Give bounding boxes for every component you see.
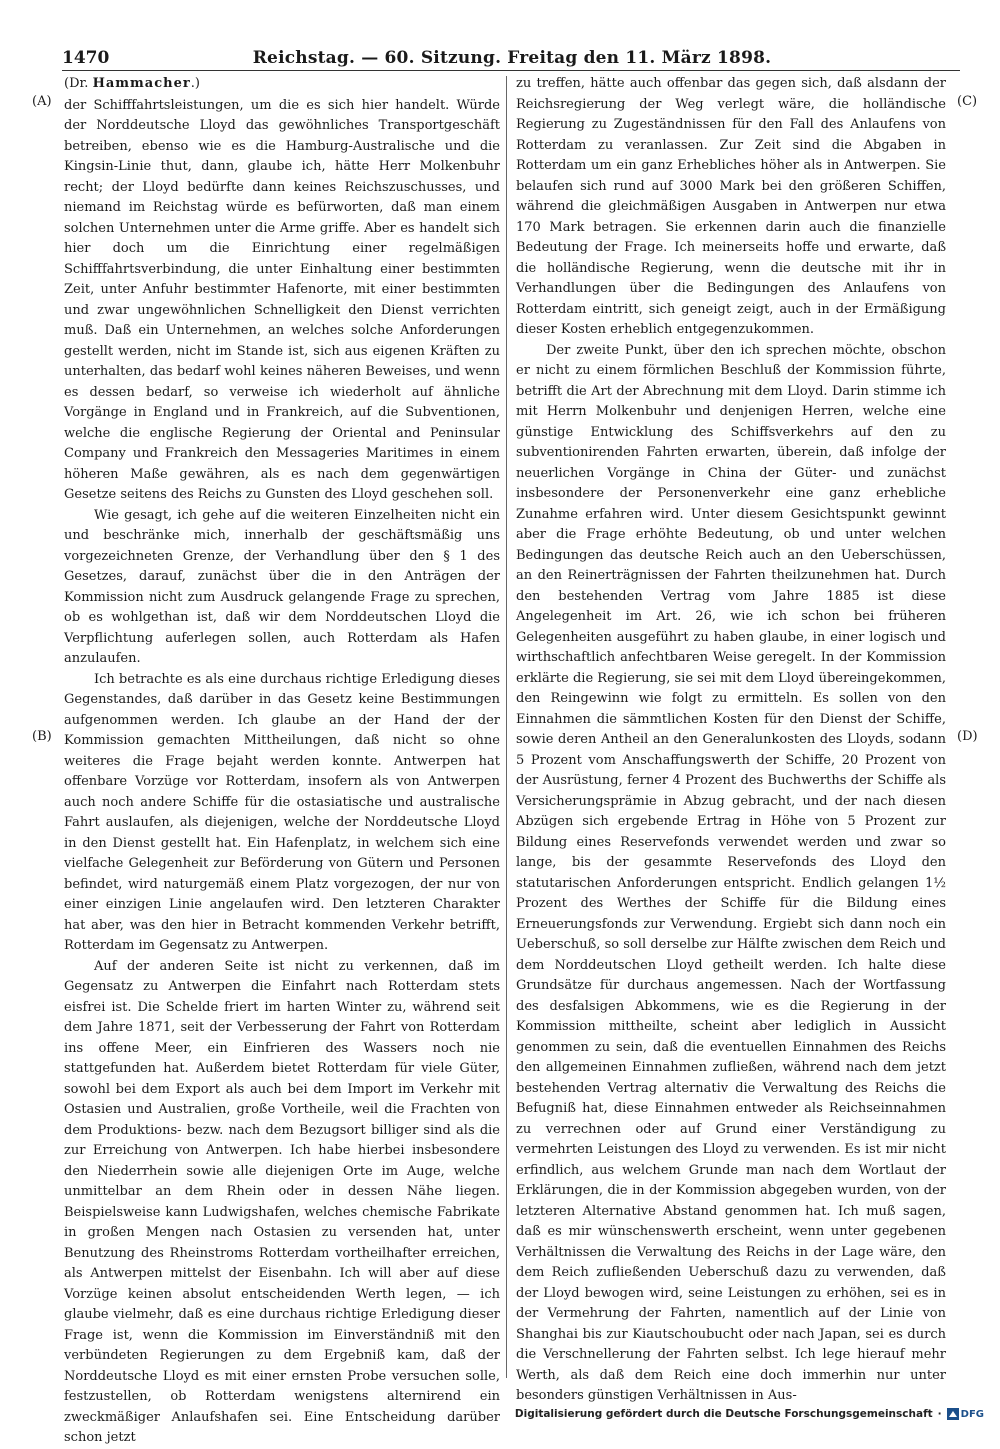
dfg-logo-text: DFG bbox=[960, 1408, 984, 1420]
left-column bbox=[64, 74, 500, 1449]
header-rule bbox=[62, 70, 960, 71]
footer-credit bbox=[515, 1408, 984, 1420]
margin-marker-d: (D) bbox=[957, 729, 978, 744]
paragraph: der Schifffahrtsleistungen, um die es sich hier handelt. Würde der Norddeutsche Lloyd das gewöhnliches Transportgeschäft betreiben, ebenso wie es die Hamburg-Australische und die Kingsin-Linie thut, dann, glaube ich, hätte Herr Molkenbuhr recht; der Lloyd bedürfte dann keines Reichszuschusses, und niemand im Reichstag würde es befürworten, daß man einem solchen Unternehmen unter die Arme griffe. Aber es handelt sich hier doch um die Einrichtung einer regelmäßigen Schifffahrtsverbindung, die unter Einhaltung einer bestimmten Zeit, unter Anfuhr bestimmter Hafenorte, mit einer bestimmten und zwar ungewöhnlichen Schnelligkeit den Dienst verrichten muß. Daß ein Unternehmen, an welches solche Anforderungen gestellt werden, nicht im Stande ist, sich aus eigenen Kräften zu unterhalten, das bedarf wohl keines näheren Beweises, und wenn es dessen bedarf, so verweise ich wiederholt auf ähnliche Vorgänge in England und in Frankreich, auf die Subventionen, welche die englische Regierung der Oriental and Peninsular Company und Frankreich den Messageries Maritimes in einem höheren Maße gewähren, als es nach dem gegenwärtigen Gesetze seitens des Reichs zu Gunsten des Lloyd geschehen soll. bbox=[64, 97, 500, 502]
dfg-logo-icon bbox=[947, 1408, 959, 1420]
paragraph: Der zweite Punkt, über den ich sprechen möchte, obschon er nicht zu einem förmlichen Beschluß der Kommission führte, betrifft die Art der Abrechnung mit dem Lloyd. Darin stimme ich mit Herrn Molkenbuhr und denjenigen Herren, welche eine günstige Entwicklung des Schiffsverkehrs auf den zu subventionirenden Fahrten erwarten, überein, daß infolge der neuerlichen Vorgänge in China der Güter- und zunächst insbesondere der Personenverkehr eine ganz erhebliche Zunahme erfahren wird. Unter diesem Gesichtspunkt gewinnt aber die Frage erhöhte Bedeutung, ob und unter welchen Bedingungen das deutsche Reich auch an den Ueberschüssen, an den Reinerträgnissen der Fahrten theilzunehmen hat. Durch den bestehenden Vertrag vom Jahre 1885 ist diese Angelegenheit im Art. 26, wie ich schon bei früheren Gelegenheiten ausgeführt zu haben glaube, in einer logisch und wirthschaftlich anfechtbaren Weise geregelt. In der Kommission erklärte die Regierung, sie sei mit dem Lloyd übereingekommen, den Reingewinn wie folgt zu ermitteln. Es sollen von den Einnahmen die sämmtlichen Kosten für den Dienst der Schiffe, sowie deren Antheil an den Generalunkosten des Lloyds, sodann 5 Prozent vom Anschaffungswerth der Schiffe, 20 Prozent von der Ausrüstung, ferner 4 Prozent des Buchwerths der Schiffe als Versicherungsprämie in Abzug gebracht, und der nach diesen Abzügen sich ergebende Ertrag in Höhe von 5 Prozent zur Bildung eines Reservefonds verwendet werden und zwar so lange, bis der gesammte Reservefonds des Lloyd den statutarischen Anforderungen entspricht. Endlich gelangen 1½ Prozent des Werthes der Schiffe für die Bildung eines Erneuerungsfonds zur Verwendung. Ergiebt sich dann noch ein Ueberschuß, so soll derselbe zur Hälfte zwischen dem Reich und dem Norddeutschen Lloyd getheilt werden. Ich halte diese Grundsätze für durchaus angemessen. Nach der Wortfassung des desfalsigen Abkommens, wie es die Regierung in der Kommission mittheilte, scheint aber lediglich in Aussicht genommen zu sein, daß die eventuellen Einnahmen des Reichs den allgemeinen Einnahmen zufließen, während nach dem jetzt bestehenden Vertrag alternativ die Verwaltung des Reichs die Befugniß hat, diese Einnahmen entweder als Reichseinnahmen zu verrechnen oder auf Grund einer Verständigung zu vermehrten Leistungen des Lloyd zu verwenden. Es ist mir nicht erfindlich, aus welchem Grunde man nach dem Wortlaut der Erklärungen, die in der Kommission abgegeben wurden, von der letzteren Alternative Abstand genommen hat. Ich muß sagen, daß es mir wünschenswerth erscheint, wenn unter gegebenen Verhältnissen die Verwaltung des Reichs in der Lage wäre, den dem Reich zufließenden Ueberschuß dazu zu verwenden, daß der Lloyd bewogen wird, seine Leistungen zu erhöhen, sei es in der Vermehrung der Fahrten, namentlich auf der Linie von Shanghai bis zur Kiautschoubucht oder nach Japan, sei es durch die Verschnellerung der Fahrten selbst. Ich lege hierauf mehr Werth, als daß dem Reich eine doch immerhin nur unter besonders günstigen Verhältnissen in Aus- bbox=[516, 342, 946, 1403]
running-title: Reichstag. — 60. Sitzung. Freitag den 11. März 1898. bbox=[252, 48, 772, 68]
paragraph: Auf der anderen Seite ist nicht zu verkennen, daß im Gegensatz zu Antwerpen die Einfahrt nach Rotterdam stets eisfrei ist. Die Schelde friert im harten Winter zu, während seit dem Jahre 1871, seit der Verbesserung der Fahrt von Rotterdam ins offene Meer, ein Einfrieren des Wassers noch nie stattgefunden hat. Außerdem bietet Rotterdam für viele Güter, sowohl bei dem Export als auch bei dem Import im Verkehr mit Ostasien und Australien, große Vortheile, weil die Frachten von dem Produktions- bezw. nach dem Bezugsort billiger sind als die zur Erreichung von Antwerpen. Ich habe hierbei insbesondere den Niederrhein sowie alle diejenigen Orte im Auge, welche unmittelbar an dem Rhein oder in dessen Nähe liegen. Beispielsweise kann Ludwigshafen, welches chemische Fabrikate in großen Mengen nach Ostasien zu versenden hat, unter Benutzung des Rheinstroms Rotterdam vortheilhafter erreichen, als Antwerpen mittelst der Eisenbahn. Ich will aber auf diese Vorzüge keinen absolut entscheidenden Werth legen, — ich glaube vielmehr, daß es eine durchaus richtige Erledigung dieser Frage ist, wenn die Kommission im Einverständniß mit den verbündeten Regierungen zu dem Ergebniß kam, daß der Norddeutsche Lloyd es mit einer ernsten Probe versuchen solle, festzustellen, ob Rotterdam wenigstens alternirend ein zweckmäßiger Anlaufshafen sei. Eine Entscheidung darüber schon jetzt bbox=[64, 958, 500, 1445]
page-number: 1470 bbox=[62, 48, 110, 68]
paragraph: Ich betrachte es als eine durchaus richtige Erledigung dieses Gegenstandes, daß darüber in das Gesetz keine Bestimmungen aufgenommen werden. Ich glaube an der Hand der der Kommission gemachten Mittheilungen, daß nicht so ohne weiteres die Frage bejaht werden konnte. Antwerpen hat offenbare Vorzüge vor Rotterdam, insofern als von Antwerpen auch noch andere Schiffe für die ostasiatische und australische Fahrt auslaufen, als diejenigen, welche der Norddeutsche Lloyd in den Dienst gestellt hat. Ein Hafenplatz, in welchem sich eine vielfache Gelegenheit zur Beförderung von Gütern und Personen befindet, wird naturgemäß einem Platz vorgezogen, der nur von einer einzigen Linie angelaufen wird. Den letzteren Charakter hat aber, was den hier in Betracht kommenden Verkehr betrifft, Rotterdam im Gegensatz zu Antwerpen. bbox=[64, 671, 500, 953]
page-header bbox=[62, 46, 962, 72]
speaker-name: Hammacher bbox=[92, 76, 191, 91]
margin-marker-c: (C) bbox=[957, 94, 978, 109]
margin-marker-a: (A) bbox=[32, 94, 52, 109]
speaker-close: .) bbox=[190, 76, 200, 91]
paragraph: Wie gesagt, ich gehe auf die weiteren Einzelheiten nicht ein und beschränke mich, innerhalb der geschäftsmäßig uns vorgezeichneten Grenze, der Verhandlung über den § 1 des Gesetzes, darauf, zunächst über die in den Anträgen der Kommission nicht zum Ausdruck gelangende Frage zu sprechen, ob es wohlgethan ist, daß wir dem Norddeutschen Lloyd die Verpflichtung auferlegen sollen, auch Rotterdam als Hafen anzulaufen. bbox=[64, 507, 500, 666]
dfg-logo bbox=[947, 1408, 984, 1420]
margin-marker-b: (B) bbox=[32, 729, 52, 744]
separator-dot: · bbox=[937, 1408, 942, 1420]
speaker-open: (Dr. bbox=[64, 76, 89, 91]
paragraph: zu treffen, hätte auch offenbar das gegen sich, daß alsdann der Reichsregierung der Weg verlegt wäre, die holländische Regierung zu Zugeständnissen für den Fall des Anlaufens von Rotterdam zu veranlassen. Zur Zeit sind die Abgaben in Rotterdam um ein ganz Erhebliches höher als in Antwerpen. Sie belaufen sich rund auf 3000 Mark bei den größeren Schiffen, während die gleichmäßigen Ausgaben in Antwerpen nur etwa 170 Mark betragen. Sie erkennen darin auch die finanzielle Bedeutung der Frage. Ich meinerseits hoffe und erwarte, daß die holländische Regierung, wenn die deutsche mit ihr in Verhandlungen über die Bedingungen des Anlaufens von Rotterdam eintritt, sich geneigt zeigt, auch in der Ermäßigung dieser Kosten erheblich entgegenzukommen. bbox=[516, 76, 946, 337]
digitization-credit: Digitalisierung gefördert durch die Deutsche Forschungsgemeinschaft bbox=[514, 1408, 933, 1420]
right-column bbox=[516, 74, 946, 1407]
column-divider bbox=[506, 76, 507, 1378]
speaker-attribution bbox=[64, 74, 500, 95]
